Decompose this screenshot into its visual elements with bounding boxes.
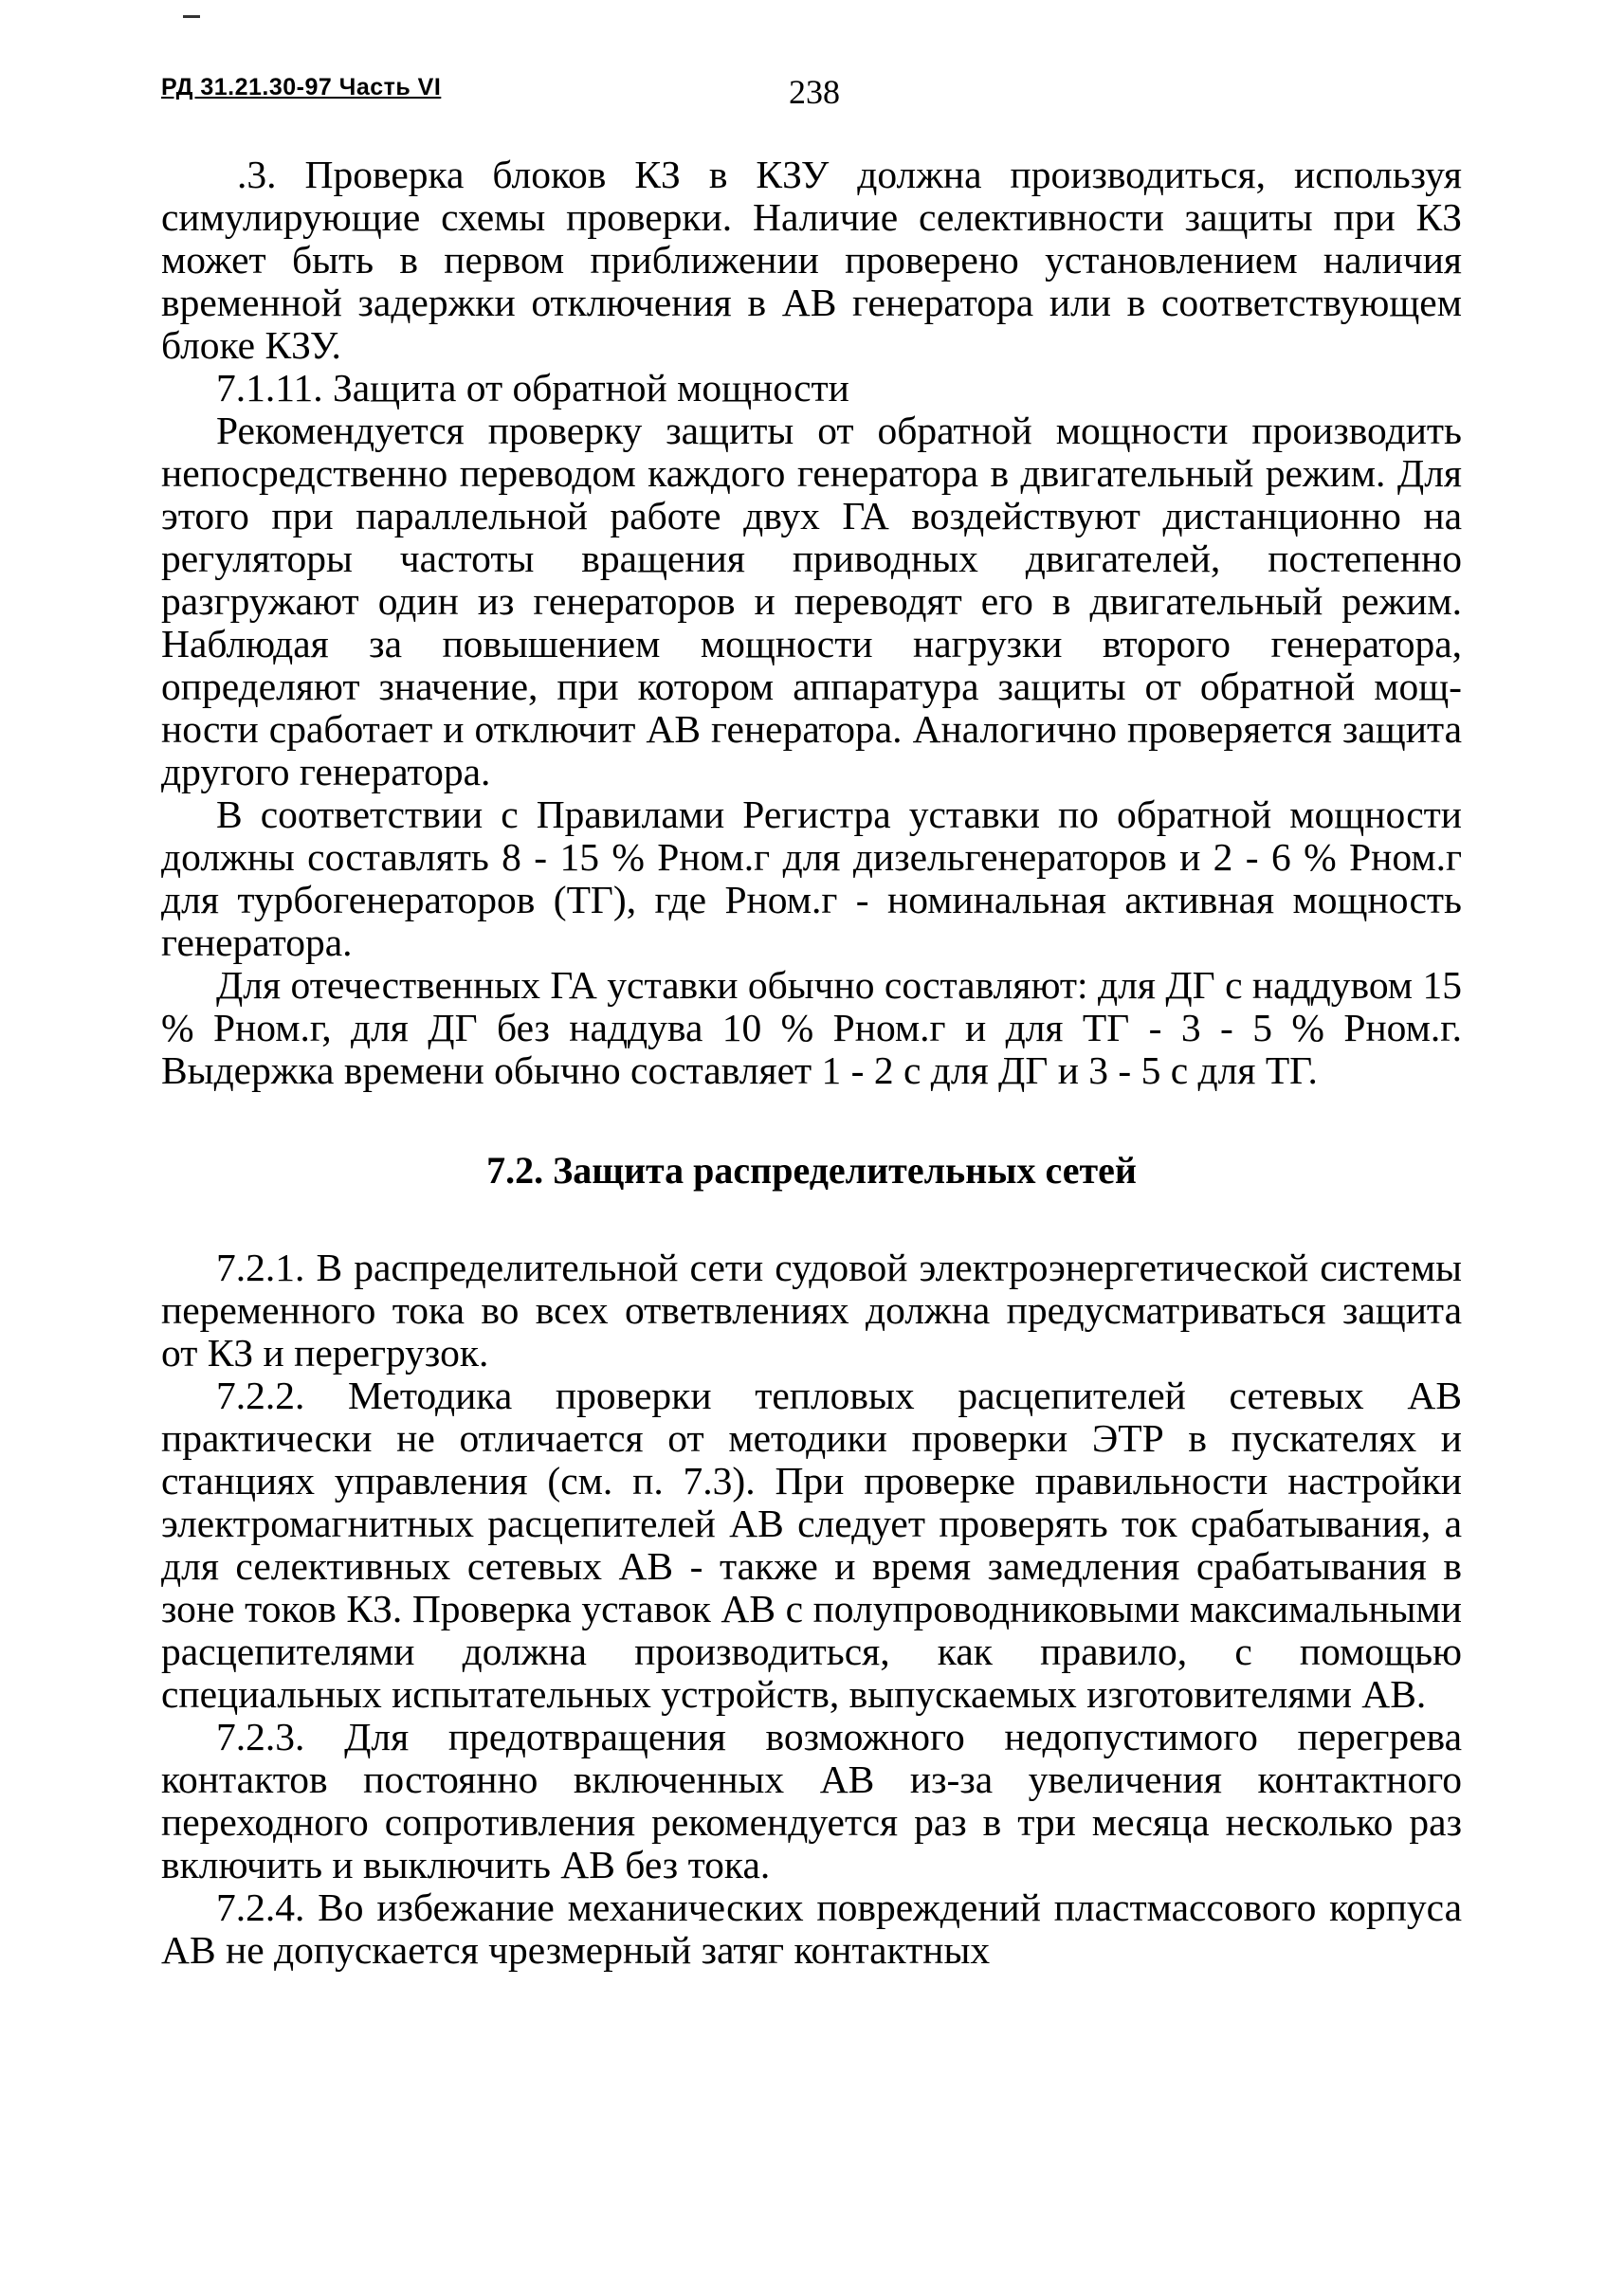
- section-heading: 7.2. Защита распределительных сетей: [486, 1149, 1137, 1192]
- paragraph-register-rules: В соответствии с Правилами Регистра уставки по обратной мощности должны составлять 8 - 15 % Рном.г для дизельгенераторов и 2 - 6 % Рном.г для турбогенераторов (ТГ), где Рном.г - номинальная активная мощность генератора.: [161, 792, 1462, 964]
- subsection-title-7-1-11: 7.1.11. Защита от обратной мощности: [216, 366, 849, 410]
- paragraph-domestic-settings: Для отечественных ГА уставки обычно составляют: для ДГ с наддувом 15 % Рном.г, для ДГ без наддува 10 % Рном.г и для ТГ - 3 - 5 % Рном.г. Выдержка времени обычно составляет 1 - 2 с для ДГ и 3 - 5 с для ТГ.: [161, 963, 1462, 1092]
- paragraph-reverse-power-test: Рекомендуется проверку защиты от обратной мощности производить непосредственно переводом каждого генератора в двигательный режим. Для этого при параллельной работе двух ГА воздействуют дистанционно на регуляторы частоты вращения приводных двигателей, постепенно разгружают один из генераторов и переводят его в двигательный режим. Наблюдая за повышением мощности нагрузки второго генератора, определяют значение, при котором аппаратура защиты от обратной мощности сработает и отключит АВ генератора. Аналогично проверяется защита другого генератора.: [161, 409, 1462, 793]
- document-body: [161, 154, 1462, 1972]
- paragraph-7-2-1: 7.2.1. В распределительной сети судовой электроэнергетической системы переменного тока во всех ответвлениях должна предусматриваться защита от КЗ и перегрузок.: [161, 1246, 1462, 1375]
- running-head: РД 31.21.30-97 Часть VI: [161, 74, 442, 100]
- page-number: 238: [789, 73, 840, 111]
- paragraph-7-2-3: 7.2.3. Для предотвращения возможного недопустимого перегрева контактов постоянно включенных АВ из-за увеличения контактного переходного сопротивления рекомендуется раз в три месяца несколько раз включить и выключить АВ без тока.: [161, 1715, 1462, 1886]
- scan-mark: [183, 15, 200, 18]
- paragraph-7-2-2: 7.2.2. Методика проверки тепловых расцепителей сетевых АВ практически не отличается от методики проверки ЭТР в пускателях и станциях управления (см. п. 7.3). При проверке правильности настройки электромагнитных расцепителей АВ следует проверять ток срабатывания, а для селективных сетевых АВ - также и время замедления срабатывания в зоне токов КЗ. Проверка уставок АВ с полупроводниковыми максимальными расцепителями должна производиться, как правило, с помощью специальных испытательных устройств, выпускаемых изготовителями АВ.: [161, 1374, 1462, 1716]
- paragraph-7-1-10-3: .3. Проверка блоков КЗ в КЗУ должна производиться, используя симулирующие схемы проверки. Наличие селективности защиты при КЗ может быть в первом приближении проверено установлением наличия временной задержки отключения в АВ генератора или в соответствующем блоке КЗУ.: [161, 153, 1462, 367]
- paragraph-7-2-4: 7.2.4. Во избежание механических повреждений пластмассового корпуса АВ не допускается чрезмерный затяг контактных: [161, 1885, 1462, 1972]
